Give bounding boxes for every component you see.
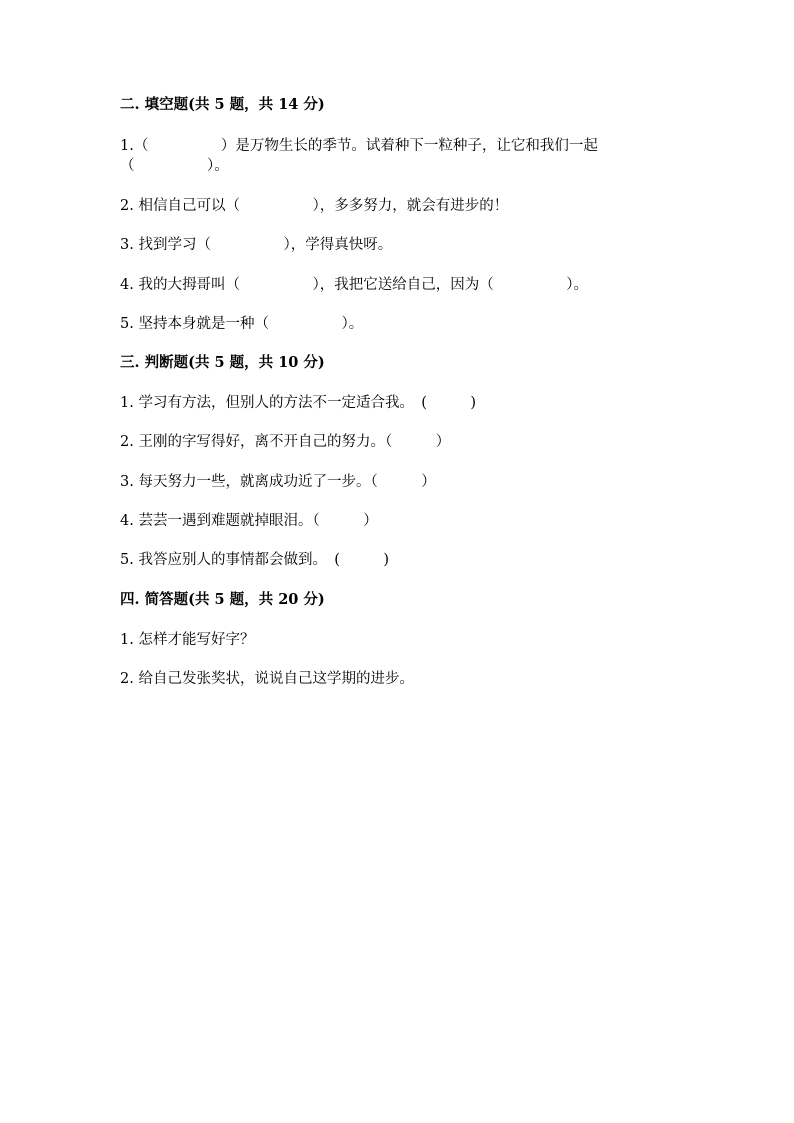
question-fill-1-line-2: （ ）。 (120, 158, 229, 174)
section-heading-short-answer: 四. 简答题(共 5 题，共 20 分) (120, 591, 325, 608)
section-heading-true-false: 三. 判断题(共 5 题，共 10 分) (120, 354, 325, 371)
section-heading-fill-blank: 二. 填空题(共 5 题，共 14 分) (120, 96, 325, 113)
question-fill-2: 2. 相信自己可以（ ），多多努力，就会有进步的！ (120, 198, 509, 214)
question-tf-1: 1. 学习有方法，但别人的方法不一定适合我。 ( ) (120, 395, 477, 411)
question-fill-1-line-1: 1.（ ）是万物生长的季节。试着种下一粒种子，让它和我们一起 (120, 138, 598, 154)
question-fill-3: 3. 找到学习（ ），学得真快呀。 (120, 237, 393, 253)
question-tf-3: 3. 每天努力一些，就离成功近了一步。（ ） (120, 474, 436, 490)
question-fill-5: 5. 坚持本身就是一种（ ）。 (120, 316, 364, 332)
question-sa-2: 2. 给自己发张奖状，说说自己这学期的进步。 (120, 671, 414, 687)
question-tf-5: 5. 我答应别人的事情都会做到。 ( ) (120, 552, 390, 568)
question-fill-4: 4. 我的大拇哥叫（ ），我把它送给自己，因为（ ）。 (120, 277, 588, 293)
question-sa-1: 1. 怎样才能写好字？ (120, 632, 255, 648)
question-tf-4: 4. 芸芸一遇到难题就掉眼泪。（ ） (120, 513, 378, 529)
question-tf-2: 2. 王刚的字写得好，离不开自己的努力。（ ） (120, 434, 451, 450)
